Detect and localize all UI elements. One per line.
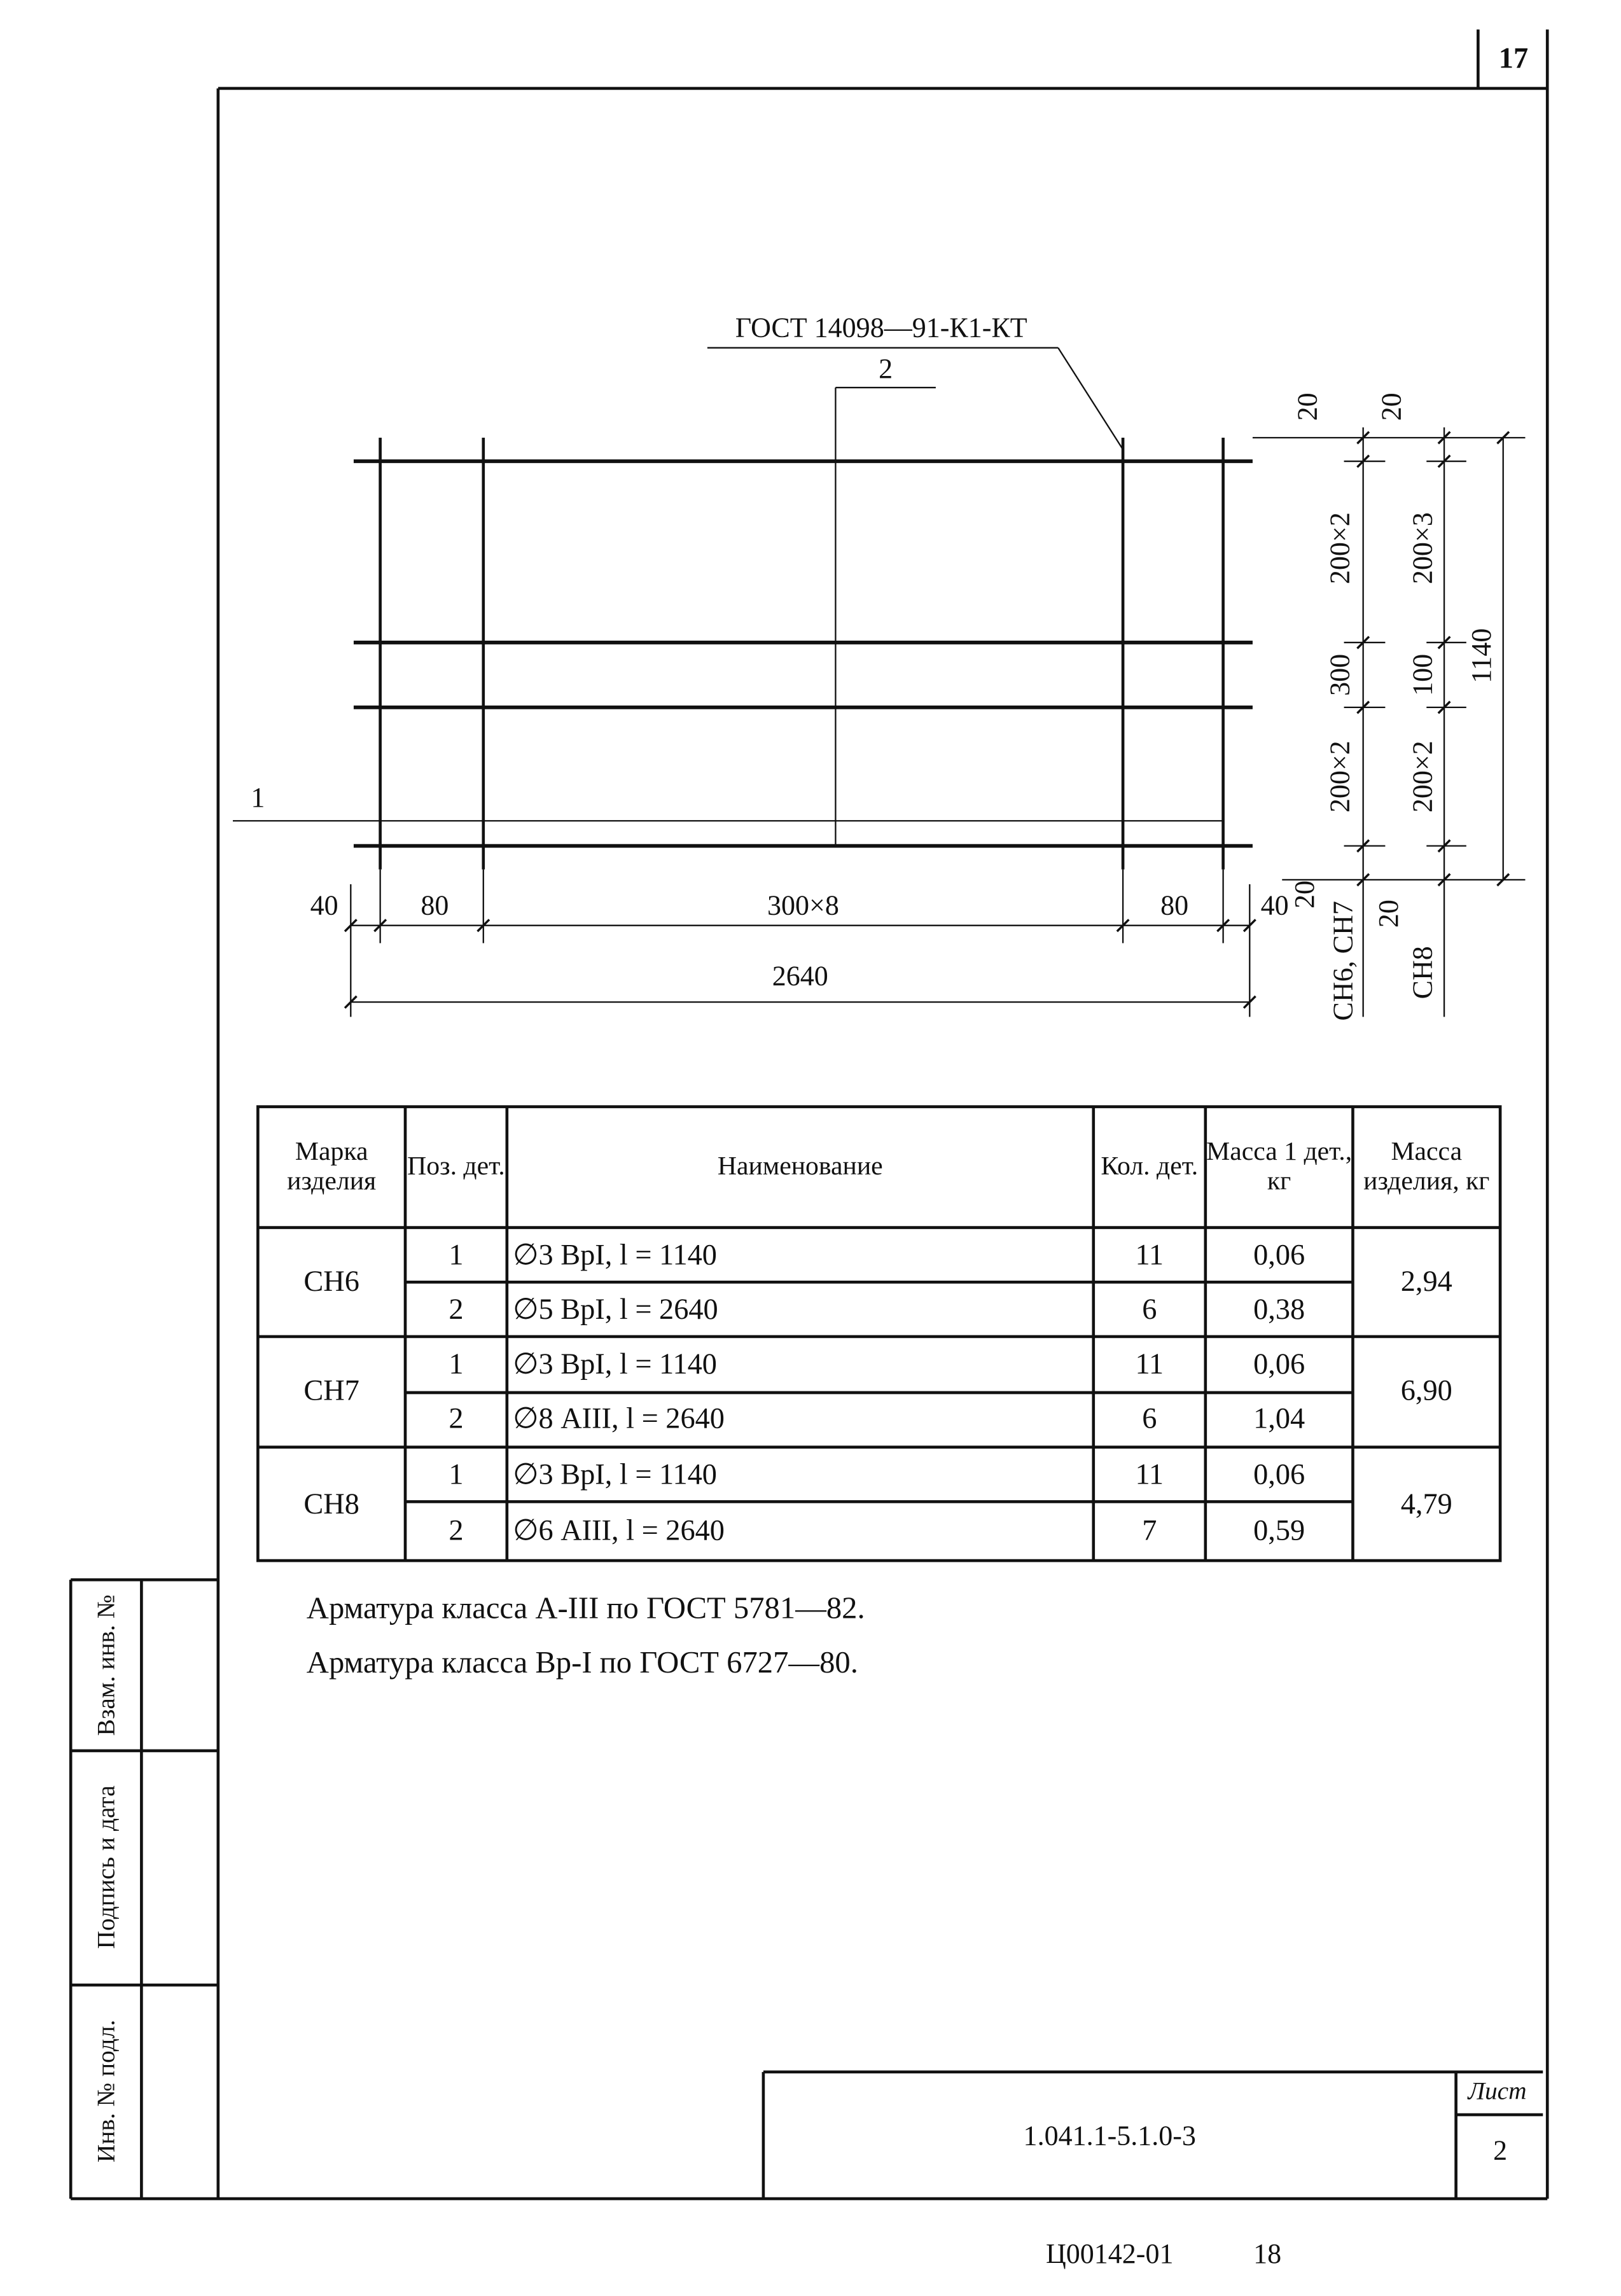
dim-right-b-2: 100 <box>1408 653 1439 696</box>
document-code: 1.041.1-5.1.0-3 <box>1023 2121 1196 2153</box>
row-name: ∅3 ВрI, l = 1140 <box>513 1238 717 1271</box>
dim-right-a-1: 200×2 <box>1325 512 1357 585</box>
row-position: 1 <box>449 1458 464 1491</box>
header-name: Наименование <box>717 1151 883 1181</box>
row-name: ∅8 АIII, l = 2640 <box>513 1402 725 1435</box>
row-name: ∅3 ВрI, l = 1140 <box>513 1347 717 1381</box>
row-unit-mass: 0,06 <box>1253 1347 1305 1381</box>
note-2: Арматура класса Вр-I по ГОСТ 6727—80. <box>306 1645 858 1680</box>
position-1-label: 1 <box>251 783 265 814</box>
row-quantity: 6 <box>1142 1293 1157 1326</box>
dim-right-b-0: 20 <box>1377 393 1409 421</box>
product-mass: 6,90 <box>1400 1375 1452 1408</box>
gost-callout: ГОСТ 14098—91-К1-КТ <box>735 313 1027 344</box>
row-name: ∅5 ВрI, l = 2640 <box>513 1293 718 1326</box>
row-unit-mass: 0,06 <box>1253 1238 1305 1271</box>
dim-right-a-3: 200×2 <box>1325 741 1357 813</box>
product-mark: СН8 <box>303 1487 359 1520</box>
row-name: ∅3 ВрI, l = 1140 <box>513 1458 717 1491</box>
header-qty: Кол. дет. <box>1101 1151 1199 1181</box>
longitudinal-bars <box>354 461 1253 846</box>
row-name: ∅6 АIII, l = 2640 <box>513 1515 725 1548</box>
row-position: 2 <box>449 1293 464 1326</box>
header-mark: Марка изделия <box>287 1136 377 1195</box>
product-mark: СН6 <box>303 1265 359 1298</box>
row-position: 1 <box>449 1238 464 1271</box>
dim-bottom-3: 80 <box>1160 891 1189 922</box>
dim-bottom-4: 40 <box>1260 891 1289 922</box>
sheet-number: 2 <box>1493 2136 1508 2167</box>
variant-a-label: СН6, СН7 <box>1328 901 1360 1021</box>
row-position: 2 <box>449 1402 464 1435</box>
total-length: 2640 <box>772 961 828 993</box>
position-2-label: 2 <box>879 354 893 386</box>
row-unit-mass: 0,06 <box>1253 1458 1305 1491</box>
dim-right-b-1: 200×3 <box>1408 512 1439 585</box>
header-total-mass: Масса изделия, кг <box>1363 1136 1490 1195</box>
dim-right-a-0: 20 <box>1293 393 1325 421</box>
dim-right-a-4: 20 <box>1290 880 1321 909</box>
row-position: 2 <box>449 1515 464 1548</box>
variant-b-label: СН8 <box>1408 946 1439 999</box>
stamp-signature-date: Подпись и дата <box>92 1785 120 1949</box>
dim-right-b-4: 20 <box>1374 900 1405 928</box>
row-position: 1 <box>449 1347 464 1381</box>
dim-bottom-0: 40 <box>310 891 338 922</box>
right-dimensions <box>1253 428 1526 1017</box>
stamp-replaced-inv: Взам. инв. № <box>92 1594 120 1736</box>
row-quantity: 11 <box>1135 1347 1164 1381</box>
specification-table <box>258 1107 1500 1561</box>
product-mass: 4,79 <box>1400 1487 1452 1520</box>
dim-right-a-2: 300 <box>1325 653 1357 696</box>
dim-right-b-3: 200×2 <box>1408 741 1439 813</box>
sheet-label: Лист <box>1468 2077 1527 2105</box>
footer-code: Ц00142-01 <box>1045 2239 1174 2271</box>
header-unit-mass: Масса 1 дет., кг <box>1206 1136 1353 1195</box>
product-mass: 2,94 <box>1400 1265 1452 1298</box>
row-unit-mass: 0,38 <box>1253 1293 1305 1326</box>
product-mark: СН7 <box>303 1375 359 1408</box>
transverse-bars <box>380 438 1223 870</box>
row-unit-mass: 1,04 <box>1253 1402 1305 1435</box>
row-quantity: 11 <box>1135 1238 1164 1271</box>
header-pos: Поз. дет. <box>407 1151 505 1181</box>
dim-bottom-1: 80 <box>421 891 449 922</box>
row-quantity: 6 <box>1142 1402 1157 1435</box>
dim-bottom-2: 300×8 <box>767 891 839 922</box>
total-height: 1140 <box>1466 628 1498 683</box>
row-unit-mass: 0,59 <box>1253 1515 1305 1548</box>
note-1: Арматура класса А-III по ГОСТ 5781—82. <box>306 1590 865 1625</box>
row-quantity: 7 <box>1142 1515 1157 1548</box>
page-number: 17 <box>1498 43 1529 76</box>
row-quantity: 11 <box>1135 1458 1164 1491</box>
footer-page: 18 <box>1253 2239 1282 2271</box>
stamp-inv-original: Инв. № подл. <box>92 2019 120 2163</box>
